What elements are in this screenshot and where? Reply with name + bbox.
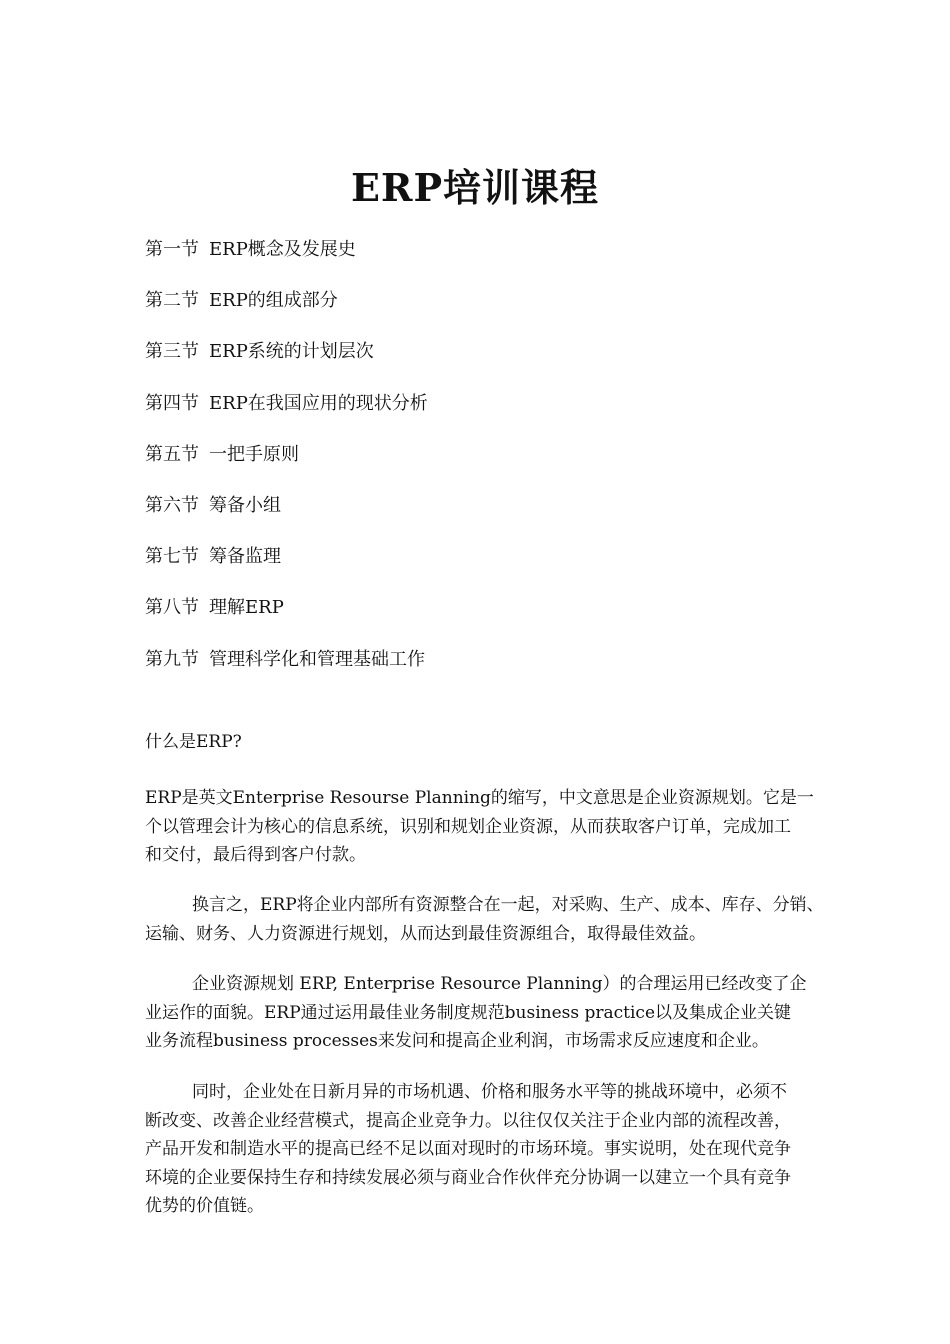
paragraph-line: 业运作的面貌。ERP通过运用最佳业务制度规范business practice以及集成企业关键 <box>145 1002 792 1023</box>
paragraph-line: 和交付，最后得到客户付款。 <box>145 845 366 865</box>
toc-item <box>145 544 428 595</box>
document-title: ERP培训课程 <box>350 165 600 210</box>
paragraph-line: 同时，企业处在日新月异的市场机遇、价格和服务水平等的挑战环境中，必须不 <box>192 1082 787 1102</box>
toc-section-number: 第六节 <box>145 494 199 516</box>
toc-section-title: ERP在我国应用的现状分析 <box>209 392 428 414</box>
toc-item <box>145 288 428 339</box>
paragraph-line: 换言之，ERP将企业内部所有资源整合在一起，对采购、生产、成本、库存、分销、 <box>192 895 824 915</box>
toc-section-number: 第三节 <box>145 341 199 363</box>
paragraph-line: 企业资源规划 ERP, Enterprise Resource Planning）的合理运用已经改变了企 <box>192 974 807 994</box>
toc-item <box>145 339 428 390</box>
paragraph-line: 个以管理会计为核心的信息系统，识别和规划企业资源，从而获取客户订单，完成加工 <box>145 816 791 837</box>
toc-section-title: 筹备监理 <box>209 546 281 568</box>
paragraph-line: 业务流程business processes来发问和提高企业利润，市场需求反应速度和企业。 <box>145 1031 769 1051</box>
body-paragraph <box>145 784 885 870</box>
toc-section-number: 第七节 <box>145 546 199 568</box>
body-paragraph <box>145 970 885 1056</box>
toc-section-title: 理解ERP <box>209 597 284 619</box>
toc-section-title: ERP的组成部分 <box>209 290 338 312</box>
toc-section-title: 管理科学化和管理基础工作 <box>209 648 425 670</box>
body-paragraph <box>145 1078 885 1221</box>
toc-section-title: ERP概念及发展史 <box>209 239 356 260</box>
toc-item <box>145 647 428 698</box>
toc-section-number: 第二节 <box>145 290 199 312</box>
toc-section-number: 第八节 <box>145 597 199 619</box>
body-paragraph <box>145 891 885 948</box>
paragraph-line: 优势的价值链。 <box>145 1196 264 1216</box>
toc-section-title: ERP系统的计划层次 <box>209 341 374 363</box>
toc-section-title: 一把手原则 <box>209 443 299 465</box>
toc-item <box>145 237 428 288</box>
table-of-contents <box>145 237 428 698</box>
section-question: 什么是ERP? <box>145 732 242 752</box>
toc-section-number: 第四节 <box>145 392 199 414</box>
toc-item <box>145 442 428 493</box>
paragraph-line: ERP是英文Enterprise Resourse Planning的缩写，中文意思是企业资源规划。它是一 <box>145 788 814 808</box>
paragraph-line: 断改变、改善企业经营模式，提高企业竞争力。以往仅仅关注于企业内部的流程改善， <box>145 1110 791 1131</box>
toc-item <box>145 595 428 646</box>
toc-section-number: 第九节 <box>145 648 199 670</box>
toc-item <box>145 391 428 442</box>
toc-section-title: 筹备小组 <box>209 494 281 516</box>
toc-section-number: 第五节 <box>145 443 199 465</box>
paragraph-line: 产品开发和制造水平的提高已经不足以面对现时的市场环境。事实说明，处在现代竞争 <box>145 1139 791 1159</box>
toc-section-number: 第一节 <box>145 239 199 260</box>
paragraph-line: 环境的企业要保持生存和持续发展必须与商业合作伙伴充分协调一以建立一个具有竞争 <box>145 1167 791 1188</box>
paragraph-line: 运输、财务、人力资源进行规划，从而达到最佳资源组合，取得最佳效益。 <box>145 923 706 944</box>
toc-item <box>145 493 428 544</box>
